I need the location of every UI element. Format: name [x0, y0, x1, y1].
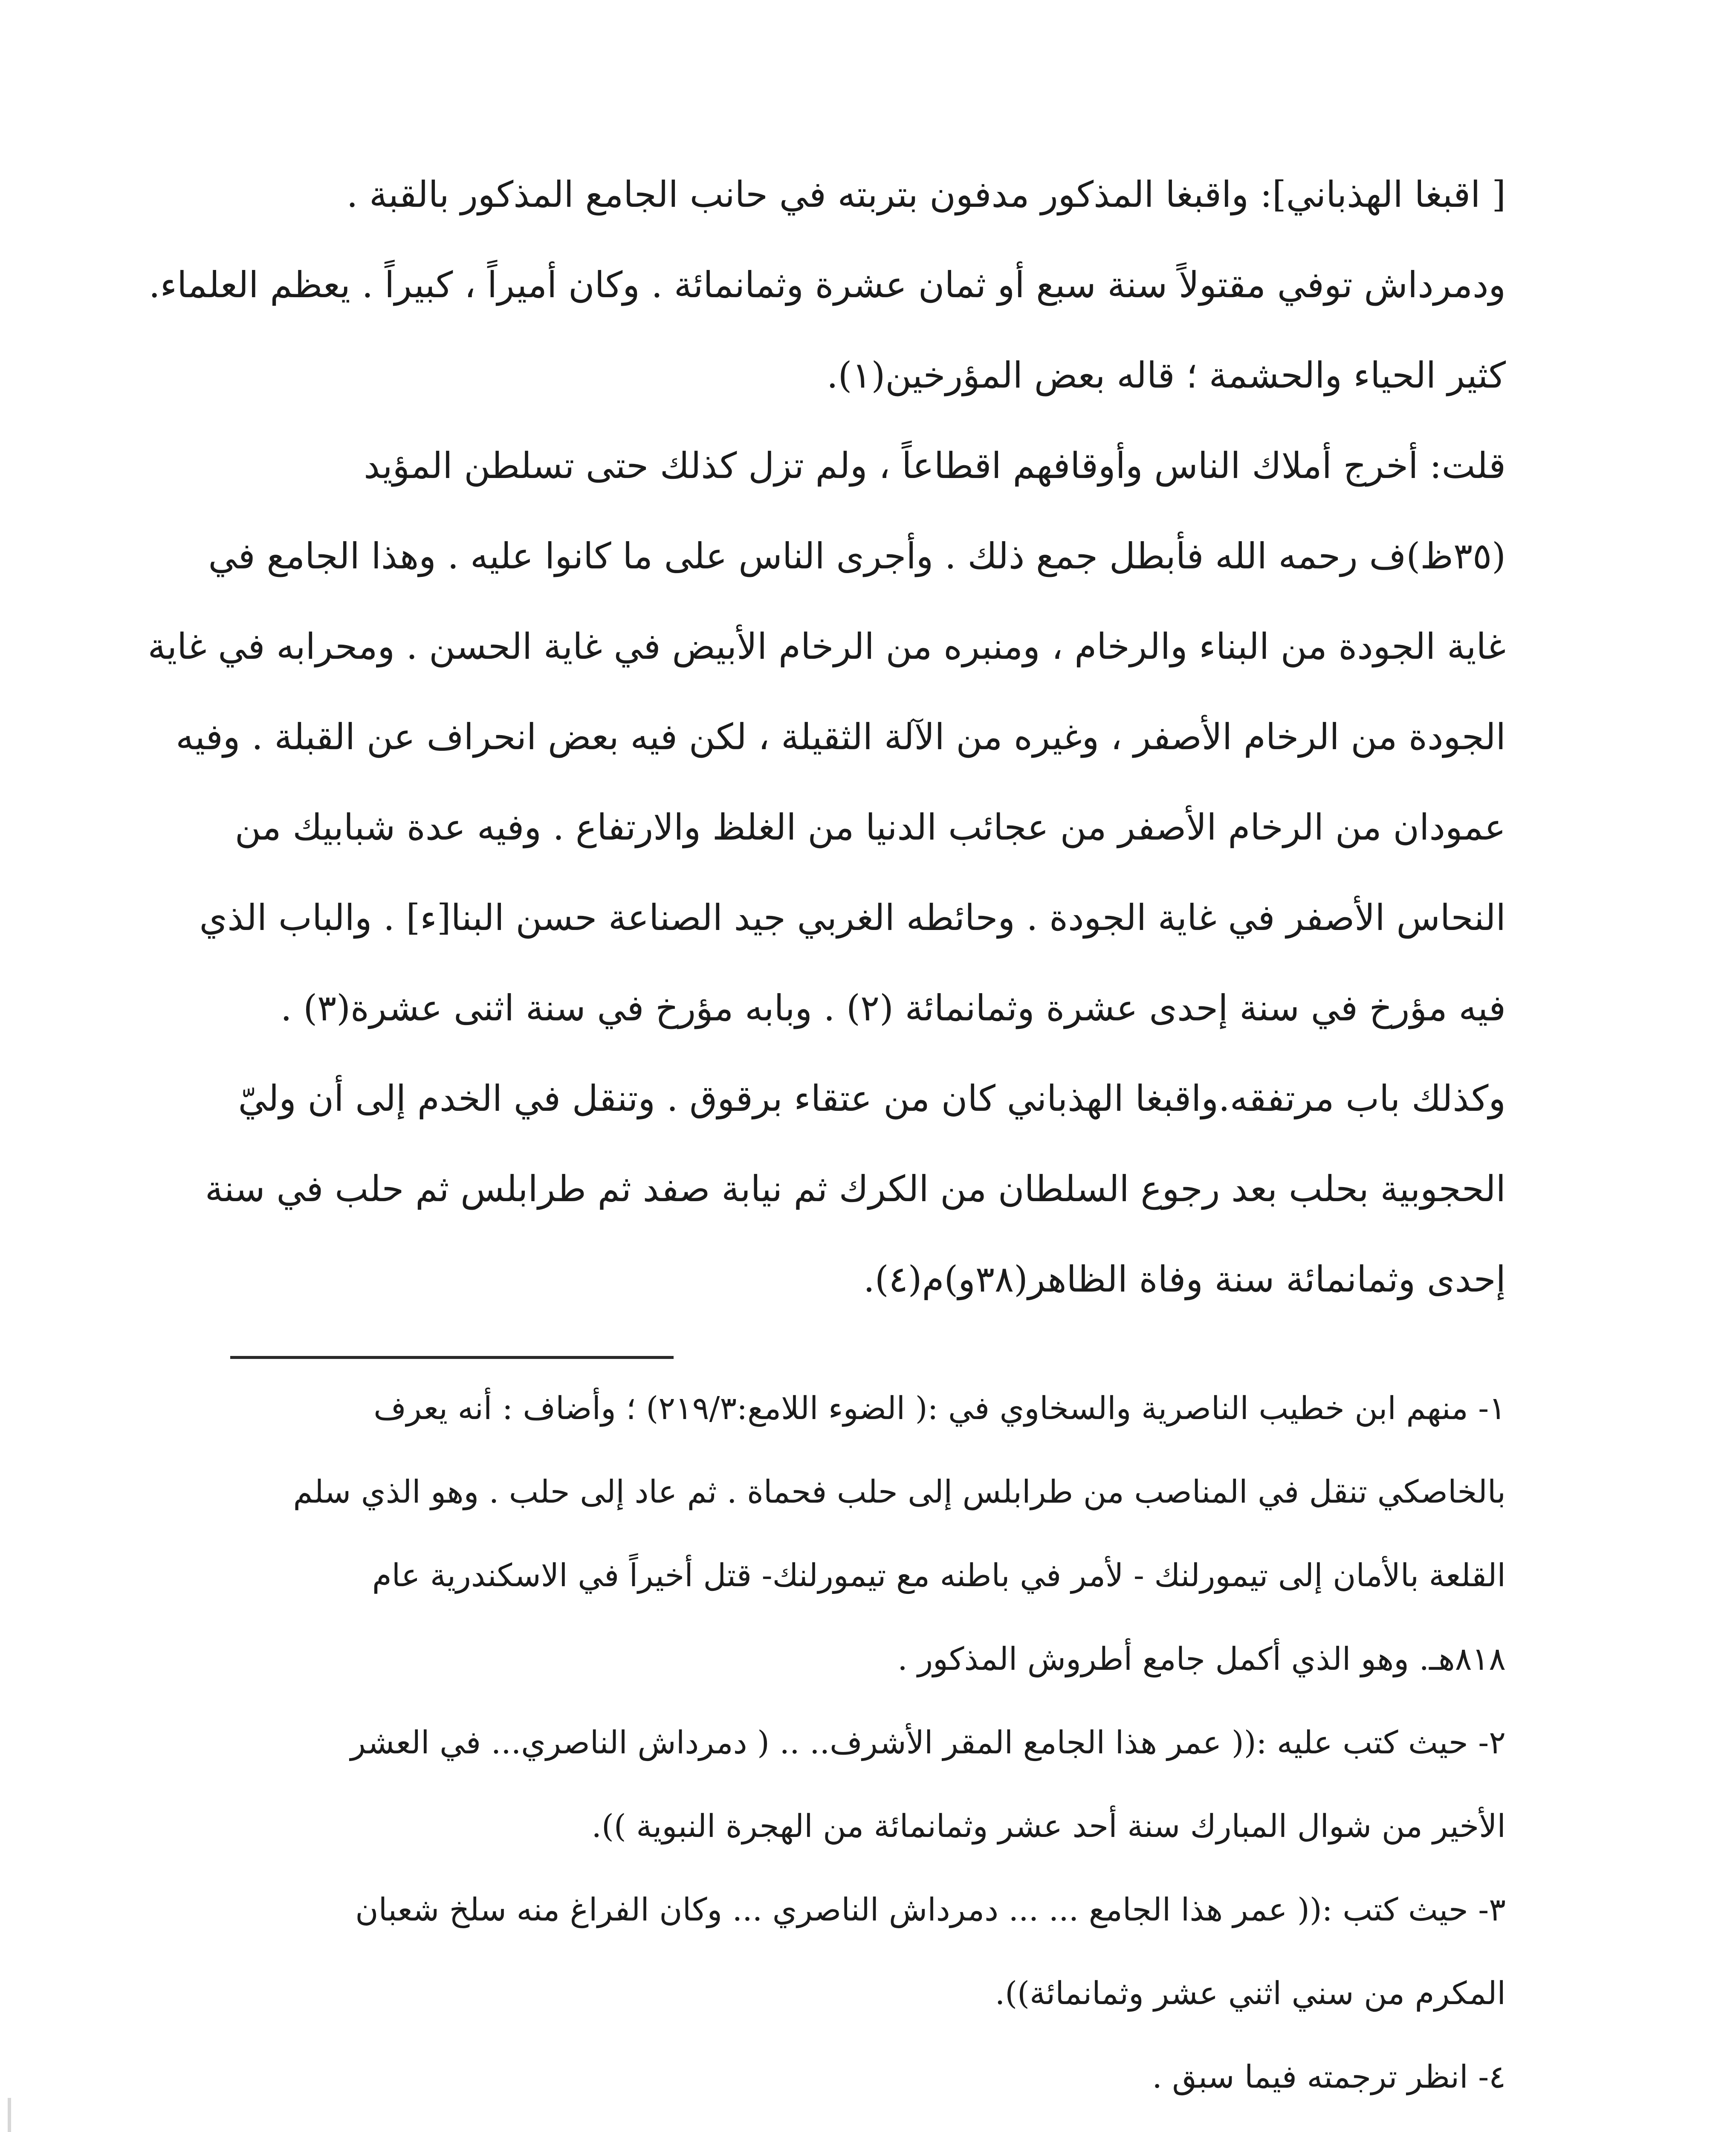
footnote-line: بالخاصكي تنقل في المناصب من طرابلس إلى حلب فحماة . ثم عاد إلى حلب . وهو الذي سلم: [293, 1474, 1506, 1510]
main-text-line: وكذلك باب مرتفقه.واقبغا الهذباني كان من عتقاء برقوق . وتنقل في الخدم إلى أن وليّ: [238, 1078, 1506, 1119]
main-text-line: ودمرداش توفي مقتولاً سنة سبع أو ثمان عشرة وثمانمائة . وكان أميراً ، كبيراً . يعظم العلماء.: [148, 264, 1506, 306]
footnote-line: الأخير من شوال المبارك سنة أحد عشر وثمانمائة من الهجرة النبوية )).: [591, 1808, 1506, 1845]
footnotes-block: [231, 1367, 1506, 2119]
footnote-line: ٤- انظر ترجمته فيما سبق .: [1152, 2059, 1506, 2095]
footnote-line: القلعة بالأمان إلى تيمورلنك - لأمر في باطنه مع تيمورلنك- قتل أخيراً في الاسكندرية عام: [372, 1557, 1506, 1594]
footnote-line: المكرم من سني اثني عشر وثمانمائة)).: [995, 1975, 1506, 2012]
footnote-line: ٨١٨هـ. وهو الذي أكمل جامع أطروش المذكور .: [897, 1641, 1506, 1677]
footnote-line: ٣- حيث كتب :(( عمر هذا الجامع ... ... دمرداش الناصري ... وكان الفراغ منه سلخ شعبان: [355, 1892, 1506, 1928]
main-text-line: إحدى وثمانمائة سنة وفاة الظاهر(٣٨و)م(٤).: [863, 1258, 1506, 1300]
main-text-line: عمودان من الرخام الأصفر من عجائب الدنيا من الغلظ والارتفاع . وفيه عدة شبابيك من: [234, 806, 1506, 848]
main-text-line: [ اقبغا الهذباني]: واقبغا المذكور مدفون بتربته في حانب الجامع المذكور بالقبة .: [346, 174, 1506, 215]
main-text-line: فيه مؤرخ في سنة إحدى عشرة وثمانمائة (٢) . وبابه مؤرخ في سنة اثنى عشرة(٣) .: [280, 987, 1506, 1029]
scan-edge-mark: [8, 2098, 11, 2132]
main-text-line: كثير الحياء والحشمة ؛ قاله بعض المؤرخين(١).: [826, 354, 1506, 396]
main-text-line: الجودة من الرخام الأصفر ، وغيره من الآلة الثقيلة ، لكن فيه بعض انحراف عن القبلة . وفيه: [176, 716, 1506, 758]
main-text-line: (٣٥ظ)ف رحمه الله فأبطل جمع ذلك . وأجرى الناس على ما كانوا عليه . وهذا الجامع في: [208, 535, 1506, 577]
main-text-line: النحاس الأصفر في غاية الجودة . وحائطه الغربي جيد الصناعة حسن البنا[ء] . والباب الذي: [199, 897, 1506, 939]
main-text-line: غاية الجودة من البناء والرخام ، ومنبره من الرخام الأبيض في غاية الحسن . ومحرابه في غاية: [148, 626, 1506, 667]
footnote-line: ١- منهم ابن خطيب الناصرية والسخاوي في :( الضوء اللامع:٢١٩/٣) ؛ وأضاف : أنه يعرف: [373, 1390, 1506, 1427]
main-text-line: قلت: أخرج أملاك الناس وأوقافهم اقطاعاً ، ولم تزل كذلك حتى تسلطن المؤيد: [364, 445, 1506, 487]
footnote-divider: [230, 1356, 674, 1359]
main-text-line: الحجوبية بحلب بعد رجوع السلطان من الكرك ثم نيابة صفد ثم طرابلس ثم حلب في سنة: [205, 1168, 1506, 1210]
footnote-line: ٢- حيث كتب عليه :(( عمر هذا الجامع المقر الأشرف.. .. ( دمرداش الناصري... في العشر: [350, 1724, 1506, 1761]
main-text-block: [148, 149, 1506, 1324]
